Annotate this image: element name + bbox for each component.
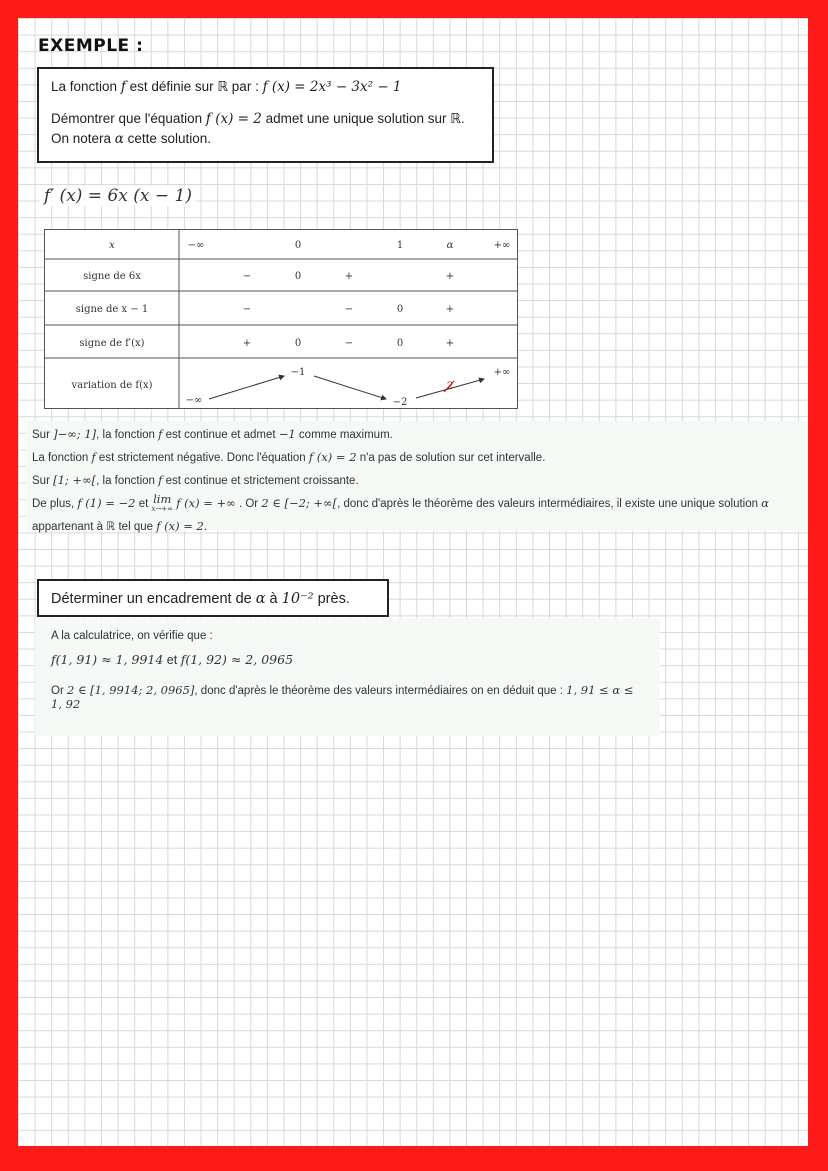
exercise-line-3: On notera α cette solution. xyxy=(51,131,211,147)
vt-row2-c4: + xyxy=(445,304,455,315)
solution1-line-3: Sur [1; +∞[, la fonction f est continue et strictement croissante. xyxy=(32,473,359,487)
vt-row1-c2: 0 xyxy=(294,271,302,282)
heading: EXEMPLE : xyxy=(38,36,144,56)
vt-header-pinf: +∞ xyxy=(493,240,511,251)
vt-row3-c1: + xyxy=(242,338,252,349)
vt-header-alpha: α xyxy=(446,240,454,251)
vt-header-minf: −∞ xyxy=(187,240,205,251)
vt-row1-c1: − xyxy=(242,271,252,282)
variation-table xyxy=(44,229,518,409)
vt-row3-c2: 0 xyxy=(294,338,302,349)
solution1-line-2: La fonction f est strictement négative. Donc l'équation f (x) = 2 n'a pas de solution sur cet intervalle. xyxy=(32,450,546,464)
graph-paper-page xyxy=(18,18,808,1146)
vt-header-1: 1 xyxy=(396,240,404,251)
solution1-line-4: De plus, f (1) = −2 et lim x→+∞ f (x) = +∞ . Or 2 ∈ [−2; +∞[, donc d'après le théorème des valeurs intermédiaires, il existe une unique solution α xyxy=(32,491,770,513)
vt-header-0: 0 xyxy=(294,240,302,251)
vt-var-max: −1 xyxy=(290,367,306,378)
vt-row3-c4: 0 xyxy=(396,338,404,349)
exercise-box xyxy=(37,67,494,163)
vt-row2-c1: − xyxy=(242,304,252,315)
solution2-line-2: f(1, 91) ≈ 1, 9914 et f(1, 92) ≈ 2, 0965 xyxy=(51,652,294,667)
vt-arrow-down xyxy=(314,376,386,399)
vt-row3-label: signe de f′(x) xyxy=(79,338,145,349)
solution1-line-1: Sur ]−∞; 1], la fonction f est continue et admet −1 comme maximum. xyxy=(32,427,393,441)
vt-row1-label: signe de 6x xyxy=(83,271,141,282)
limit-notation: lim x→+∞ xyxy=(151,491,173,513)
vt-row3-c5: + xyxy=(445,338,455,349)
vt-row2-c2: − xyxy=(344,304,354,315)
vt-var-min: −2 xyxy=(392,397,408,408)
vt-header-x: x xyxy=(109,240,115,251)
question-2-box: Déterminer un encadrement de α à 10⁻² près. xyxy=(37,579,389,617)
exercise-line-2: Démontrer que l'équation f (x) = 2 admet une unique solution sur ℝ. xyxy=(51,111,465,127)
vt-var-pinf: +∞ xyxy=(493,367,511,378)
vt-row2-label: signe de x − 1 xyxy=(75,304,149,315)
vt-arrow-up-1 xyxy=(209,376,284,399)
vt-var-two: 2 xyxy=(446,381,454,392)
vt-row2-c3: 0 xyxy=(396,304,404,315)
exercise-line-1: La fonction f est définie sur ℝ par : f (x) = 2x³ − 3x² − 1 xyxy=(51,79,402,95)
solution-part-1 xyxy=(26,421,808,531)
vt-row3-c3: − xyxy=(344,338,354,349)
solution2-line-1: A la calculatrice, on vérifie que : xyxy=(51,630,213,642)
vt-row1-c3: + xyxy=(344,271,354,282)
solution-part-2 xyxy=(35,618,660,736)
vt-row1-c4: + xyxy=(445,271,455,282)
solution1-line-5: appartenant à ℝ tel que f (x) = 2. xyxy=(32,519,208,533)
derivative-formula: f′ (x) = 6x (x − 1) xyxy=(40,186,196,206)
vt-var-minf: −∞ xyxy=(185,395,203,406)
solution2-line-3: Or 2 ∈ [1, 9914; 2, 0965], donc d'après le théorème des valeurs intermédiaires on en déduit que : 1, 91 ≤ α ≤ 1, 92 xyxy=(51,683,634,711)
vt-row4-label: variation de f(x) xyxy=(71,380,153,391)
